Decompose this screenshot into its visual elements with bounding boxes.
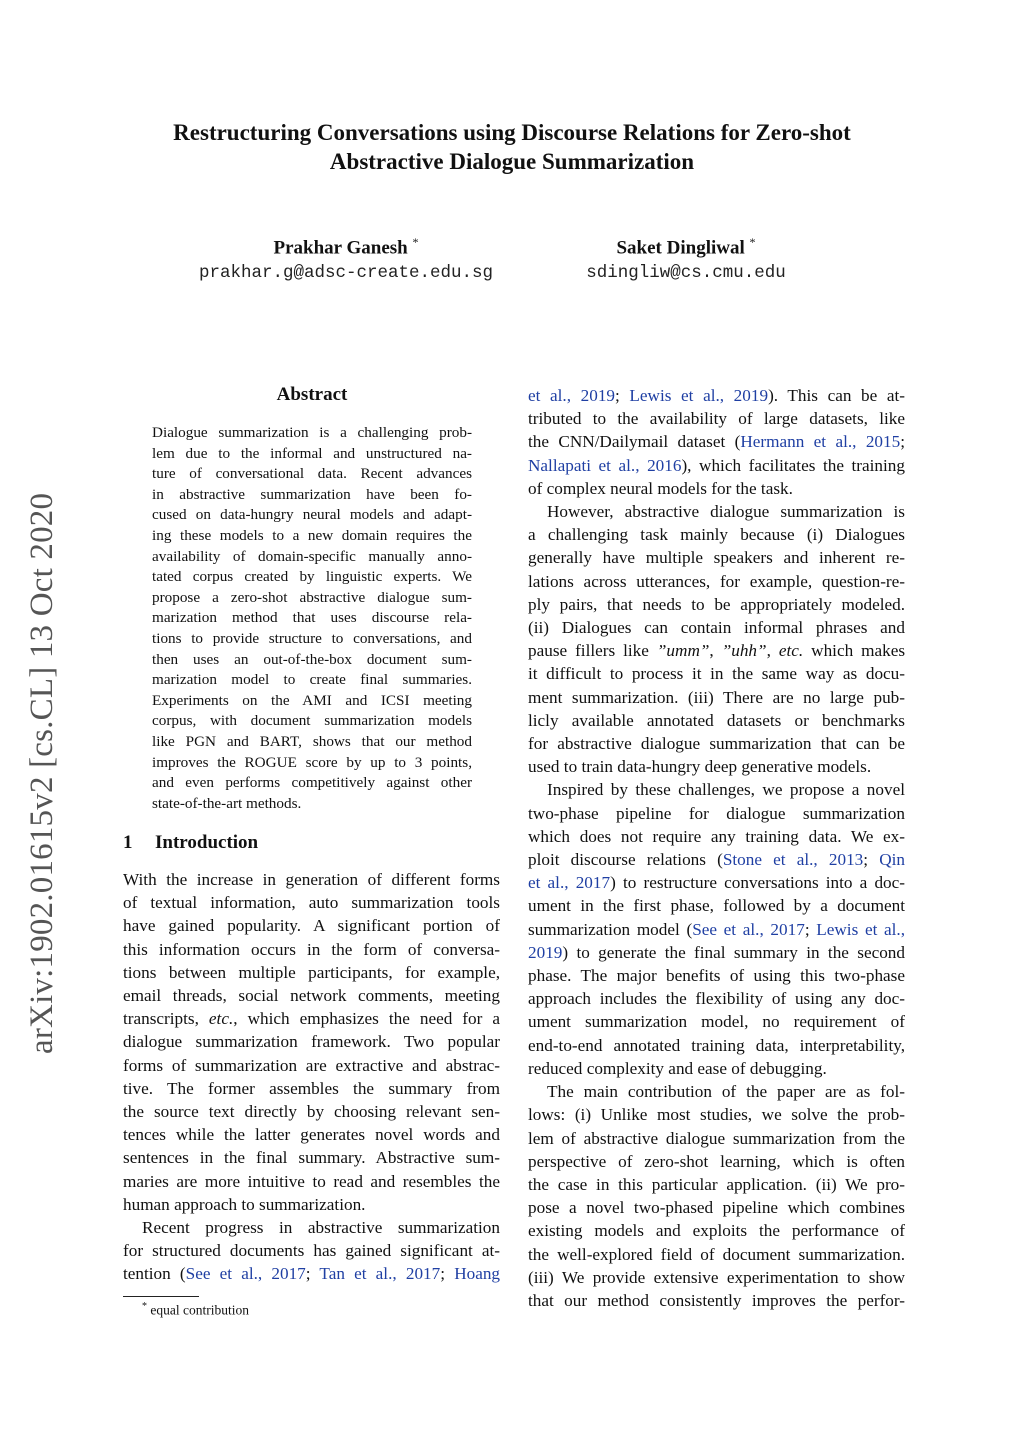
text-line: ument summarization model, no requirement of	[528, 1012, 905, 1032]
text-line: it difficult to process it in the same way as docu-	[528, 664, 905, 684]
text-line: et al., 2017) to restructure conversations into a doc-	[528, 873, 905, 893]
right-column-text	[528, 384, 905, 1312]
text-line: end-to-end annotated training data, interpretability,	[528, 1035, 905, 1055]
citation-link[interactable]: Hoang	[454, 1264, 501, 1284]
author-email: prakhar.g@adsc-create.edu.sg	[198, 263, 494, 284]
citation-link[interactable]: Lewis et al., 2019	[629, 386, 769, 405]
abstract-line: Dialogue summarization is a challenging prob-	[152, 424, 472, 441]
text-line: used to train data-hungry deep generative models.	[528, 757, 872, 777]
text-line: The main contribution of the paper are as fol-	[547, 1082, 905, 1102]
text-line: tive. The former assembles the summary from	[123, 1078, 500, 1098]
text-line: phase. The major benefits of using this two-phase	[528, 966, 905, 986]
text-line: the well-explored field of document summarization.	[528, 1244, 905, 1264]
text-line: a challenging task mainly because (i) Dialogues	[528, 525, 905, 545]
abstract-heading: Abstract	[276, 384, 348, 405]
text-line: lows: (i) Unlike most studies, we solve the prob-	[528, 1105, 905, 1125]
text-line: pause fillers like ”umm”, ”uhh”, etc. which makes	[528, 641, 906, 661]
text-line: for abstractive dialogue summarization that can be	[528, 734, 905, 754]
abstract-line: marization model to create final summaries.	[152, 671, 472, 689]
citation-link[interactable]: Stone et al., 2013	[722, 850, 864, 870]
citation-link[interactable]: et al., 2017	[528, 873, 611, 893]
text-line: the source text directly by choosing relevant sen-	[123, 1102, 500, 1122]
footnote	[142, 1298, 249, 1320]
text-line: ment summarization. (iii) There are no large pub-	[528, 687, 905, 707]
author-email: sdingliw@cs.cmu.edu	[586, 263, 786, 284]
text-line: Inspired by these challenges, we propose a novel	[547, 780, 905, 800]
citation-link[interactable]: 2019	[528, 942, 563, 962]
abstract-line: lem due to the informal and unstructured na-	[152, 444, 472, 462]
author-mark: *	[749, 235, 756, 249]
author-block-1	[156, 230, 536, 286]
text-line: email threads, social network comments, meeting	[123, 986, 500, 1006]
title-line-1: Restructuring Conversations using Discourse Relations for Zero-shot	[173, 120, 851, 145]
section-heading-introduction	[123, 830, 503, 856]
citation-link[interactable]: See et al., 2017	[185, 1264, 306, 1284]
text-line: tions between multiple participants, for example,	[123, 962, 500, 982]
abstract-line: in abstractive summarization have been fo-	[152, 485, 472, 503]
text-line: dialogue summarization framework. Two popular	[123, 1032, 500, 1052]
text-line: With the increase in generation of different forms	[123, 870, 500, 889]
text-line: forms of summarization are extractive and abstrac-	[123, 1055, 500, 1075]
footnote-mark: *	[142, 1301, 147, 1312]
section-title: Introduction	[155, 832, 259, 853]
abstract-line: Experiments on the AMI and ICSI meeting	[152, 691, 472, 709]
abstract-line: cused on data-hungry neural models and adapt-	[152, 506, 472, 524]
text-line: (ii) Dialogues can contain informal phrases and	[528, 618, 905, 638]
text-line: generally have multiple speakers and inherent re-	[528, 548, 905, 568]
abstract-line: state-of-the-art methods.	[152, 794, 302, 812]
text-line: the case in this particular application. (ii) We pro-	[528, 1174, 905, 1194]
citation-link[interactable]: Qin	[879, 850, 906, 870]
italic-etc: etc.	[208, 1009, 234, 1029]
left-column-text	[123, 868, 500, 1286]
text-line: lem of abstractive dialogue summarization from the	[528, 1128, 905, 1148]
text-line: However, abstractive dialogue summarization is	[547, 502, 905, 522]
text-line: of textual information, auto summarization tools	[123, 893, 500, 913]
author-mark: *	[412, 235, 419, 249]
text-line: sentences in the final summary. Abstractive sum-	[123, 1148, 500, 1168]
text-line: ument in the first phase, followed by a document	[528, 896, 905, 916]
text-line: 2019) to generate the final summary in the second	[528, 942, 905, 962]
text-line: Nallapati et al., 2016), which facilitates the training	[528, 455, 905, 475]
abstract-line: tated corpus created by linguistic experts. We	[152, 568, 472, 586]
text-line: this information occurs in the form of conversa-	[123, 939, 500, 959]
text-line: et al., 2019; Lewis et al., 2019). This can be at-	[528, 386, 906, 405]
abstract-line: propose a zero-shot abstractive dialogue sum-	[152, 588, 472, 606]
text-line: perspective of zero-shot learning, which is often	[528, 1151, 905, 1171]
text-line: ploit discourse relations (Stone et al., 2013; Qin	[528, 850, 906, 870]
text-line: transcripts, etc., which emphasizes the need for a	[123, 1009, 500, 1029]
abstract-line: improves the ROGUE score by up to 3 points,	[152, 753, 472, 771]
text-line: tributed to the availability of large datasets, like	[528, 409, 905, 429]
author-block-2	[496, 230, 876, 286]
text-line: tention (See et al., 2017; Tan et al., 2017; Hoang	[123, 1264, 501, 1284]
author-name: Saket Dingliwal	[616, 237, 745, 259]
text-line: the CNN/Dailymail dataset (Hermann et al., 2015;	[528, 432, 905, 452]
abstract-line: marization method that uses discourse rela-	[152, 609, 472, 627]
citation-link[interactable]: Nallapati et al., 2016	[528, 455, 682, 475]
abstract-line: ing these models to a new domain requires the	[152, 526, 472, 544]
abstract-line: tions to provide structure to conversations, and	[152, 629, 472, 647]
footnote-text: equal contribution	[150, 1302, 249, 1318]
text-line: have gained popularity. A significant portion of	[123, 916, 500, 936]
text-line: for structured documents has gained significant at-	[123, 1241, 500, 1261]
text-line: summarization model (See et al., 2017; Lewis et al.,	[528, 919, 906, 939]
text-line: approach includes the flexibility of using any doc-	[528, 989, 905, 1009]
text-line: two-phase pipeline for dialogue summarization	[528, 803, 905, 823]
text-line: ply pairs, that needs to be appropriately modeled.	[528, 594, 905, 614]
footnote-rule	[123, 1296, 199, 1297]
text-line: human approach to summarization.	[123, 1194, 366, 1214]
paper-title	[0, 118, 1024, 176]
text-line: that our method consistently improves the perfor-	[528, 1290, 905, 1310]
abstract-line: availability of domain-specific manually anno-	[152, 547, 472, 565]
text-line: reduced complexity and ease of debugging.	[528, 1058, 827, 1078]
text-line: Recent progress in abstractive summarization	[142, 1218, 500, 1238]
abstract-line: ture of conversational data. Recent advances	[152, 465, 472, 483]
citation-link[interactable]: Hermann et al., 2015	[740, 432, 901, 452]
text-line: of complex neural models for the task.	[528, 478, 793, 498]
citation-link[interactable]: Tan et al., 2017	[319, 1264, 441, 1284]
text-line: maries are more intuitive to read and resembles the	[123, 1171, 500, 1191]
abstract-line: then uses an out-of-the-box document sum-	[152, 650, 472, 668]
abstract-body	[152, 423, 472, 814]
text-line: lations across utterances, for example, question-re-	[528, 571, 905, 591]
citation-link[interactable]: et al., 2019	[528, 386, 616, 405]
text-line: licly available annotated datasets or benchmarks	[528, 710, 905, 730]
section-number: 1	[123, 832, 133, 853]
text-line: tences while the latter generates novel words and	[123, 1125, 500, 1145]
abstract-line: corpus, with document summarization models	[152, 712, 472, 730]
text-line: which does not require any training data. We ex-	[528, 826, 905, 846]
citation-link[interactable]: Lewis et al.,	[816, 919, 906, 939]
abstract-line: like PGN and BART, shows that our method	[152, 732, 472, 750]
text-line: (iii) We provide extensive experimentation to show	[528, 1267, 905, 1287]
abstract-line: and even performs competitively against other	[152, 774, 472, 792]
arxiv-stamp: arXiv:1902.01615v2 [cs.CL] 13 Oct 2020	[24, 492, 60, 1054]
citation-link[interactable]: See et al., 2017	[692, 919, 805, 939]
author-name: Prakhar Ganesh	[273, 237, 408, 259]
title-line-2: Abstractive Dialogue Summarization	[329, 149, 695, 174]
text-line: existing models and exploits the performance of	[528, 1221, 905, 1241]
text-line: pose a novel two-phased pipeline which combines	[528, 1198, 905, 1218]
